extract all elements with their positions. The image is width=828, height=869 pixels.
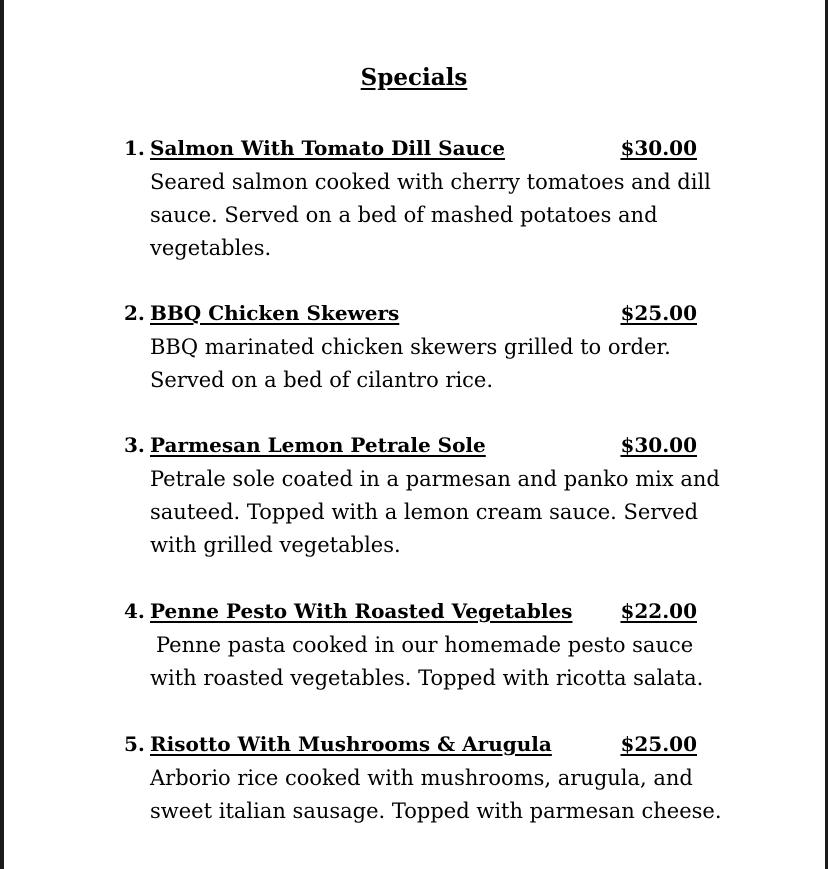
- item-name: Penne Pesto With Roasted Vegetables: [150, 599, 573, 623]
- menu-item-header: [124, 298, 724, 328]
- item-price: $30.00: [620, 136, 697, 160]
- item-description: Petrale sole coated in a parmesan and panko mix and sauteed. Topped with a lemon cream sauce. Served with grilled vegetables.: [150, 467, 720, 557]
- item-description: BBQ marinated chicken skewers grilled to order. Served on a bed of cilantro rice.: [150, 335, 671, 392]
- item-price: $25.00: [620, 301, 697, 325]
- menu-item-header: [124, 133, 724, 163]
- item-price: $25.00: [620, 732, 697, 756]
- item-number: 3.: [124, 433, 145, 457]
- item-number: 2.: [124, 301, 145, 325]
- item-description: Seared salmon cooked with cherry tomatoes and dill sauce. Served on a bed of mashed potatoes and vegetables.: [150, 170, 711, 260]
- left-border: [0, 0, 4, 869]
- menu-item: [124, 298, 724, 397]
- menu-item-header: [124, 430, 724, 460]
- item-description: Arborio rice cooked with mushrooms, arugula, and sweet italian sausage. Topped with parmesan cheese.: [150, 766, 722, 823]
- item-number: 4.: [124, 599, 145, 623]
- item-name: Risotto With Mushrooms & Arugula: [150, 732, 552, 756]
- item-name: Parmesan Lemon Petrale Sole: [150, 433, 486, 457]
- item-price: $30.00: [620, 433, 697, 457]
- item-price: $22.00: [620, 599, 697, 623]
- page-title: Specials: [360, 64, 468, 91]
- menu-item: [124, 430, 724, 562]
- item-name: Salmon With Tomato Dill Sauce: [150, 136, 505, 160]
- menu-item-header: [124, 596, 724, 626]
- menu-item: [124, 133, 724, 265]
- menu-item: [124, 729, 724, 828]
- item-number: 5.: [124, 732, 145, 756]
- menu-item-header: [124, 729, 724, 759]
- menu-item: [124, 596, 724, 695]
- item-number: 1.: [124, 136, 145, 160]
- item-name: BBQ Chicken Skewers: [150, 301, 400, 325]
- item-description: Penne pasta cooked in our homemade pesto sauce with roasted vegetables. Topped with ricotta salata.: [150, 633, 704, 690]
